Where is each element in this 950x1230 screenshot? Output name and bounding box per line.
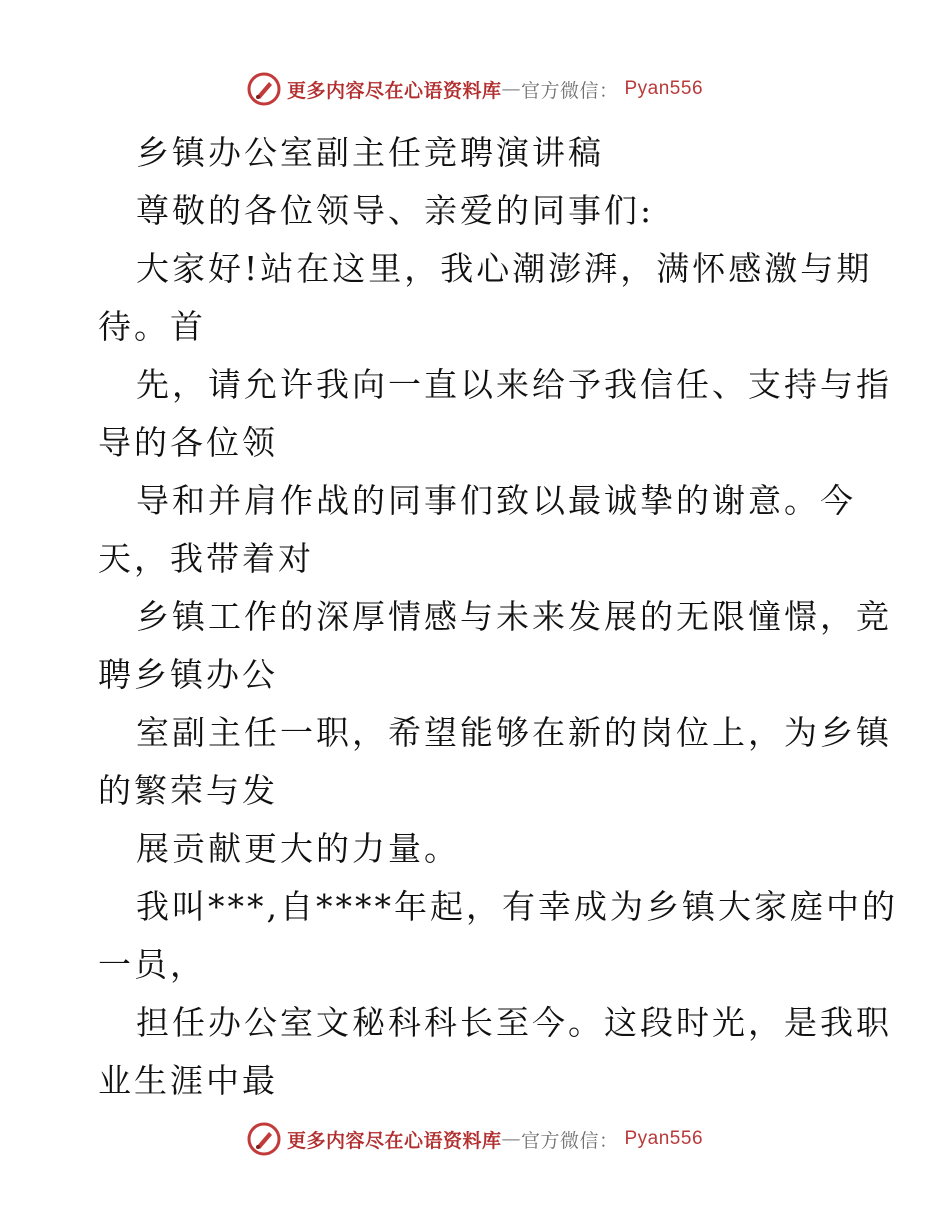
footer-banner (0, 1122, 950, 1156)
banner-wechat-id: Pyan556 (624, 1128, 704, 1149)
paragraph-line: 导和并肩作战的同事们致以最诚挚的谢意。今 (136, 481, 856, 520)
paragraph-line: 大家好!站在这里，我心潮澎湃，满怀感激与期 (136, 249, 873, 288)
paragraph-line: 担任办公室文秘科科长至今。这段时光，是我职 (136, 1003, 892, 1042)
paragraph-line: 的繁荣与发 (98, 771, 278, 810)
banner-brand-text: 更多内容尽在心语资料库 (286, 79, 502, 102)
paragraph-line: 展贡献更大的力量。 (136, 829, 460, 868)
banner-brand-text: 更多内容尽在心语资料库 (286, 1129, 502, 1152)
paragraph-line: 聘乡镇办公 (98, 655, 278, 694)
paragraph-line: 天，我带着对 (98, 539, 314, 578)
banner-dash: — (501, 78, 521, 100)
paragraph-line: 导的各位领 (98, 423, 278, 462)
paragraph-line: 乡镇工作的深厚情感与未来发展的无限憧憬，竞 (136, 597, 892, 636)
document-title: 乡镇办公室副主任竞聘演讲稿 (136, 133, 604, 172)
banner-wechat-label: 官方微信： (520, 79, 619, 102)
paragraph-line: 业生涯中最 (98, 1061, 278, 1100)
salutation: 尊敬的各位领导、亲爱的同事们: (136, 191, 655, 230)
banner-wechat-id: Pyan556 (624, 78, 704, 99)
quill-logo-icon (247, 72, 281, 106)
banner-wechat-label: 官方微信： (520, 1129, 619, 1152)
paragraph-line: 我叫***,自****年起，有幸成为乡镇大家庭中的 (136, 887, 898, 926)
banner-dash: — (501, 1128, 521, 1150)
document-body (98, 124, 898, 1110)
quill-logo-icon (247, 1122, 281, 1156)
header-banner (0, 72, 950, 106)
paragraph-line: 先，请允许我向一直以来给予我信任、支持与指 (136, 365, 892, 404)
paragraph-line: 室副主任一职，希望能够在新的岗位上，为乡镇 (136, 713, 892, 752)
paragraph-line: 待。首 (98, 307, 206, 346)
paragraph-line: 一员， (98, 945, 206, 984)
